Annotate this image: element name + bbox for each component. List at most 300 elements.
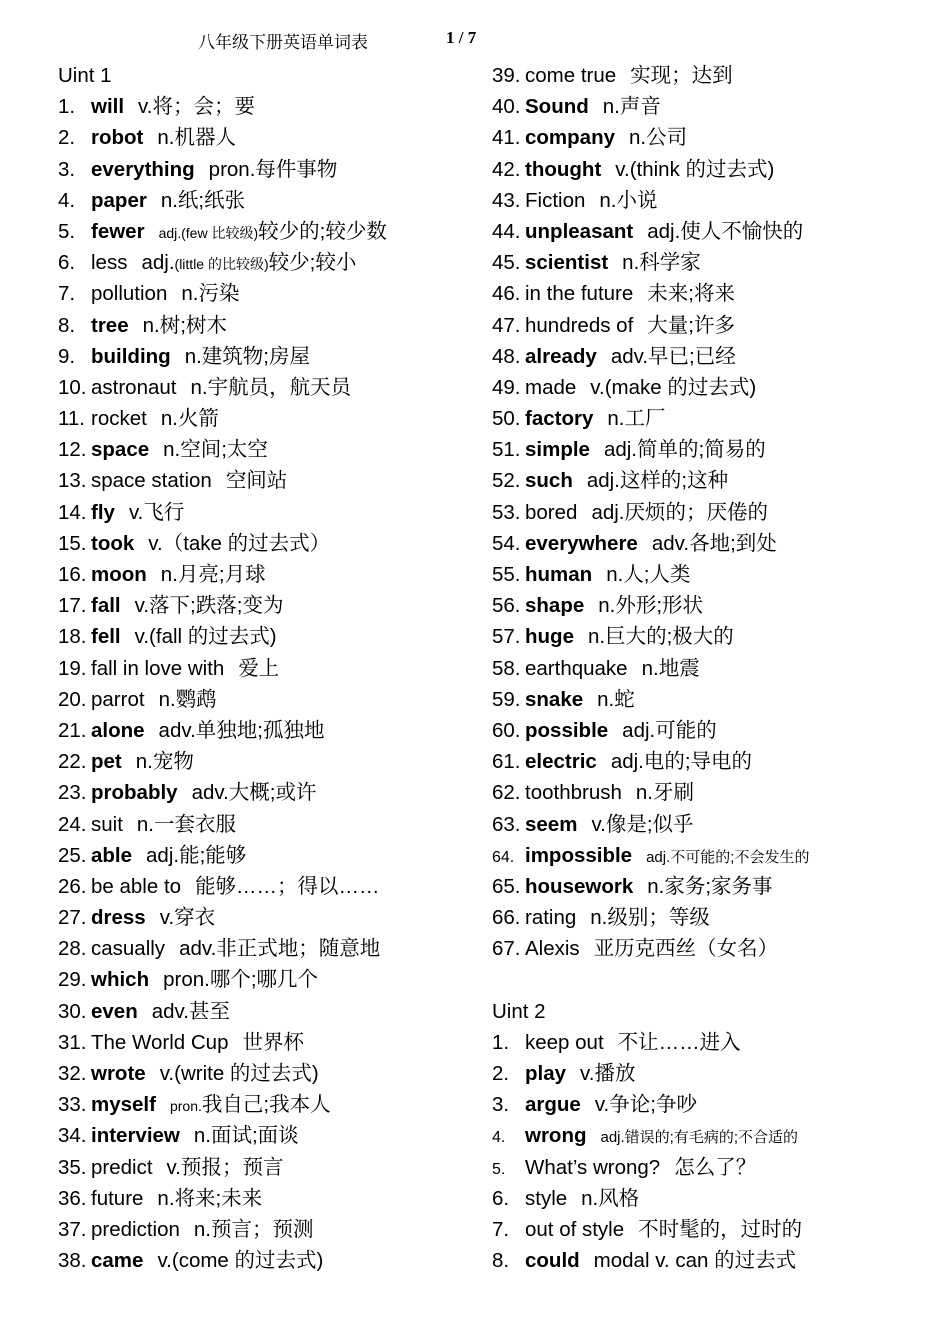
vocab-item [492,465,932,496]
english-word: scientist [525,251,609,275]
chinese-definition: pron.每件事物 [208,157,338,181]
spacer [492,964,932,995]
item-number: 34. [58,1124,87,1148]
left-column [58,60,478,1276]
vocab-item [58,1152,478,1183]
item-number: 58. [492,656,521,680]
chinese-definition: 不让……进入 [617,1030,741,1054]
english-word: took [91,531,135,555]
chinese-definition: v.预报；预言 [166,1155,284,1179]
chinese-definition: adj.可能的 [622,718,717,742]
vocab-item [492,621,932,652]
item-number: 21. [58,718,87,742]
item-number: 2. [58,126,76,150]
item-number: 61. [492,750,521,774]
item-number: 59. [492,687,521,711]
item-number: 27. [58,906,87,930]
chinese-definition: n.空间;太空 [163,438,268,462]
vocab-item [58,590,478,621]
vocab-item [58,871,478,902]
vocab-list-right [492,60,932,964]
chinese-definition: n.月亮;月球 [160,563,266,586]
chinese-definition: n.将来;未来 [157,1186,263,1210]
english-word: fewer [91,219,145,243]
chinese-definition: adv.早已;已经 [610,344,736,368]
chinese-definition: 大量;许多 [647,313,735,337]
vocab-item [58,902,478,933]
item-number: 64. [492,848,515,866]
vocab-item [58,497,478,528]
vocab-item [58,1183,478,1214]
item-number: 62. [492,781,521,805]
vocab-item [492,154,932,185]
chinese-definition: 怎么了？ [674,1155,757,1179]
item-number: 9. [58,344,76,368]
item-number: 11. [58,407,85,431]
english-word: such [525,469,573,493]
item-number: 28. [58,937,87,961]
chinese-definition: 未来;将来 [647,282,735,306]
chinese-definition: n.建筑物;房屋 [184,344,310,368]
chinese-definition: adj.不可能的;不会发生的 [646,848,810,866]
vocab-item [58,1058,478,1089]
english-word: space [91,438,150,462]
vocab-item [58,122,478,153]
english-word: space station [91,469,212,493]
item-number: 17. [58,594,87,618]
vocab-item [58,465,478,496]
page-number: 1 / 7 [446,28,477,47]
item-number: 49. [492,375,521,399]
english-word: astronaut [91,375,177,399]
item-number: 15. [58,531,87,555]
chinese-definition: v.(write 的过去式) [159,1062,319,1085]
vocab-item [492,684,932,715]
english-word: fall [91,594,121,618]
vocab-item [58,653,478,684]
chinese-definition: 爱上 [238,656,280,680]
english-word: paper [91,188,147,212]
chinese-definition: n.公司 [629,126,688,150]
english-word: rating [525,906,577,930]
chinese-definition: adj.错误的;有毛病的;不合适的 [600,1129,799,1147]
english-word: made [525,375,577,399]
chinese-definition: v.(fall 的过去式) [134,625,277,649]
item-number: 25. [58,843,87,867]
item-number: 55. [492,563,521,586]
vocab-item [492,310,932,341]
vocab-item [58,996,478,1027]
item-number: 1. [58,95,76,119]
item-number: 20. [58,687,87,711]
english-word: argue [525,1093,581,1117]
item-number: 26. [58,874,87,898]
chinese-definition: adj.这样的;这种 [586,469,729,493]
vocab-item [492,840,932,871]
item-number: 6. [492,1186,510,1210]
chinese-definition: adj.简单的;简易的 [603,438,766,462]
chinese-definition: n.树;树木 [142,313,227,337]
english-word: fall in love with [91,656,225,680]
page-header [0,28,950,52]
vocab-item [58,715,478,746]
english-word: able [91,843,133,867]
item-number: 60. [492,718,521,742]
english-word: came [91,1249,144,1273]
english-word: fell [91,625,121,649]
vocab-item [58,840,478,871]
item-number: 45. [492,251,521,275]
english-word: wrong [525,1124,587,1148]
item-number: 42. [492,157,521,181]
vocab-item [58,185,478,216]
item-number: 39. [492,64,521,87]
vocab-item [58,621,478,652]
vocab-item [58,1089,478,1120]
chinese-definition: n.预言；预测 [193,1217,314,1241]
item-number: 7. [58,282,76,306]
chinese-definition: n.小说 [599,188,658,212]
chinese-definition: v.争论;争吵 [594,1093,697,1117]
vocab-item [58,933,478,964]
english-word: wrote [91,1062,146,1085]
english-word: dress [91,906,146,930]
chinese-definition: n.科学家 [622,251,701,275]
item-number: 46. [492,282,521,306]
english-word: moon [91,563,147,586]
item-number: 13. [58,469,87,493]
item-number: 22. [58,750,87,774]
chinese-definition: n.风格 [581,1186,640,1210]
english-word: pollution [91,282,168,306]
item-number: 52. [492,469,521,493]
item-number: 67. [492,937,521,961]
english-word: huge [525,625,574,649]
chinese-definition: n.污染 [181,282,240,306]
english-word: seem [525,812,578,836]
item-number: 12. [58,438,87,462]
item-number: 7. [492,1217,510,1241]
vocab-item [58,91,478,122]
english-word: simple [525,438,590,462]
english-word: snake [525,687,584,711]
chinese-definition: n.家务;家务事 [647,874,773,898]
chinese-definition: v.（take 的过去式） [148,531,331,555]
item-number: 5. [58,219,76,243]
english-word: play [525,1062,567,1085]
document-title: 八年级下册英语单词表 [198,33,368,53]
vocab-list-left [58,91,478,1276]
item-number: 65. [492,874,521,898]
chinese-definition: 不时髦的，过时的 [638,1217,803,1241]
chinese-definition: n.级别；等级 [590,906,710,930]
vocab-item [492,278,932,309]
english-word: everywhere [525,531,638,555]
vocab-item [492,185,932,216]
chinese-definition: v.(make 的过去式) [590,375,757,399]
item-number: 47. [492,313,521,337]
chinese-definition: n.巨大的;极大的 [587,625,734,649]
vocab-item [58,1245,478,1276]
chinese-definition: 亚历克西丝（女名） [593,937,779,961]
vocab-item [492,1120,932,1151]
english-word: unpleasant [525,219,634,243]
vocab-item [492,1214,932,1245]
vocab-item [492,497,932,528]
vocab-item [492,1245,932,1276]
chinese-definition: n.火箭 [160,407,219,431]
item-number: 5. [492,1160,506,1178]
chinese-definition: n.一套衣服 [136,812,237,836]
vocab-item [58,310,478,341]
vocab-item [58,372,478,403]
english-word: out of style [525,1217,625,1241]
vocab-item [58,1120,478,1151]
chinese-definition: pron.哪个;哪几个 [163,968,319,992]
english-word: human [525,563,593,586]
vocab-item [58,528,478,559]
english-word: prediction [91,1217,180,1241]
chinese-definition: adv.非正式地；随意地 [179,937,381,961]
vocab-item [58,278,478,309]
item-number: 36. [58,1186,87,1210]
vocab-item [58,684,478,715]
vocab-item [58,964,478,995]
item-number: 2. [492,1062,510,1085]
chinese-definition: adv.大概;或许 [191,781,317,805]
english-word: tree [91,313,129,337]
vocab-item [492,434,932,465]
item-number: 57. [492,625,521,649]
english-word: The World Cup [91,1030,229,1054]
english-word: everything [91,157,195,181]
chinese-definition: n.鹦鹉 [158,687,217,711]
item-number: 38. [58,1249,87,1273]
chinese-definition: n.蛇 [597,687,635,711]
chinese-definition: v.(think 的过去式) [615,157,775,181]
vocab-item [492,341,932,372]
chinese-definition: adv.甚至 [151,999,230,1023]
vocab-item [58,809,478,840]
chinese-definition: adv.单独地;孤独地 [158,718,325,742]
item-number: 4. [58,188,76,212]
english-word: impossible [525,843,633,867]
english-word: casually [91,937,166,961]
vocab-item [492,1152,932,1183]
item-number: 16. [58,563,87,586]
item-number: 24. [58,812,87,836]
chinese-definition: v.播放 [580,1062,636,1085]
english-word: interview [91,1124,180,1148]
chinese-definition: 实现；达到 [630,64,733,87]
vocab-item [492,1027,932,1058]
chinese-definition: n.声音 [602,95,661,119]
item-number: 54. [492,531,521,555]
english-word: thought [525,157,602,181]
item-number: 18. [58,625,87,649]
item-number: 8. [492,1249,510,1273]
chinese-definition: 能够……；得以…… [195,874,380,898]
chinese-definition: n.地震 [641,656,700,680]
chinese-definition: n.人;人类 [606,563,691,586]
vocab-item [58,1027,478,1058]
vocab-item [492,528,932,559]
english-word: suit [91,812,123,836]
english-word: keep out [525,1030,604,1054]
vocab-item [58,247,478,278]
english-word: already [525,344,597,368]
vocab-item [58,1214,478,1245]
english-word: less [91,251,128,275]
vocab-item [492,902,932,933]
english-word: be able to [91,874,182,898]
english-word: which [91,968,150,992]
english-word: will [91,95,125,119]
item-number: 56. [492,594,521,618]
english-word: Fiction [525,188,586,212]
chinese-definition: n.纸;纸张 [160,188,246,212]
english-word: toothbrush [525,781,622,805]
item-number: 66. [492,906,521,930]
vocab-item [492,1183,932,1214]
vocab-item [58,341,478,372]
item-number: 31. [58,1030,87,1054]
chinese-definition: v.落下;跌落;变为 [134,594,284,618]
english-word: Alexis [525,937,580,961]
unit-1-title: Uint 1 [58,64,112,87]
chinese-definition: n.牙刷 [635,781,694,805]
english-word: parrot [91,687,145,711]
vocab-item [492,871,932,902]
chinese-definition: n.宇航员，航天员 [190,375,352,399]
english-word: Sound [525,95,589,119]
item-number: 1. [492,1030,510,1054]
item-number: 19. [58,656,87,680]
vocab-item [492,809,932,840]
chinese-definition: adj.(little 的比较级)较少;较小 [141,251,357,275]
item-number: 48. [492,344,521,368]
english-word: fly [91,500,115,524]
english-word: future [91,1186,144,1210]
english-word: even [91,999,138,1023]
item-number: 14. [58,500,87,524]
item-number: 6. [58,251,76,275]
vocab-item [492,60,932,91]
english-word: predict [91,1155,153,1179]
english-word: factory [525,407,594,431]
item-number: 43. [492,188,521,212]
vocab-list-unit2 [492,1027,932,1277]
chinese-definition: n.面试;面谈 [193,1124,299,1148]
chinese-definition: 空间站 [225,469,288,493]
chinese-definition: adj.厌烦的；厌倦的 [591,500,768,524]
english-word: alone [91,718,145,742]
item-number: 40. [492,95,521,119]
item-number: 23. [58,781,87,805]
item-number: 10. [58,375,87,399]
vocab-item [492,216,932,247]
vocab-item [492,247,932,278]
vocab-item [492,715,932,746]
english-word: pet [91,750,122,774]
english-word: come true [525,64,617,87]
english-word: building [91,344,171,368]
right-column [492,60,932,1276]
chinese-definition: v.(come 的过去式) [157,1249,324,1273]
english-word: style [525,1186,568,1210]
vocab-item [492,403,932,434]
vocab-item [492,91,932,122]
vocab-item [492,653,932,684]
item-number: 35. [58,1155,87,1179]
chinese-definition: modal v. can 的过去式 [593,1249,797,1273]
english-word: in the future [525,282,634,306]
vocab-item [58,154,478,185]
chinese-definition: n.外形;形状 [598,594,704,618]
chinese-definition: v.将；会；要 [138,95,255,119]
chinese-definition: adj.(few 比较级)较少的;较少数 [158,219,387,243]
vocab-item [492,590,932,621]
item-number: 33. [58,1093,87,1117]
english-word: rocket [91,407,147,431]
english-word: bored [525,500,578,524]
item-number: 32. [58,1062,87,1085]
chinese-definition: adj.能;能够 [146,843,247,867]
english-word: What’s wrong? [525,1155,661,1179]
item-number: 30. [58,999,87,1023]
english-word: electric [525,750,597,774]
english-word: probably [91,781,178,805]
chinese-definition: 世界杯 [242,1030,304,1054]
vocab-item [58,559,478,590]
vocab-item [492,746,932,777]
item-number: 3. [492,1093,510,1117]
vocab-item [58,434,478,465]
chinese-definition: n.工厂 [607,407,666,431]
vocab-item [492,122,932,153]
item-number: 51. [492,438,521,462]
item-number: 53. [492,500,521,524]
chinese-definition: adj.使人不愉快的 [647,219,804,243]
vocab-item [492,1058,932,1089]
chinese-definition: adj.电的;导电的 [610,750,753,774]
vocab-item [492,777,932,808]
chinese-definition: v.飞行 [128,500,185,524]
vocab-item [58,777,478,808]
english-word: could [525,1249,580,1273]
vocab-item [58,403,478,434]
english-word: possible [525,718,609,742]
chinese-definition: n.机器人 [157,126,236,150]
english-word: shape [525,594,585,618]
vocab-item [58,216,478,247]
item-number: 41. [492,126,521,150]
english-word: housework [525,874,634,898]
chinese-definition: v.穿衣 [159,906,216,930]
chinese-definition: pron.我自己;我本人 [169,1093,331,1117]
vocab-item [58,746,478,777]
vocab-item [492,559,932,590]
item-number: 50. [492,407,521,431]
item-number: 3. [58,157,76,181]
item-number: 29. [58,968,87,992]
vocab-item [492,933,932,964]
item-number: 8. [58,313,76,337]
item-number: 37. [58,1217,87,1241]
vocab-item [492,1089,932,1120]
chinese-definition: v.像是;似乎 [591,812,694,836]
english-word: hundreds of [525,313,634,337]
